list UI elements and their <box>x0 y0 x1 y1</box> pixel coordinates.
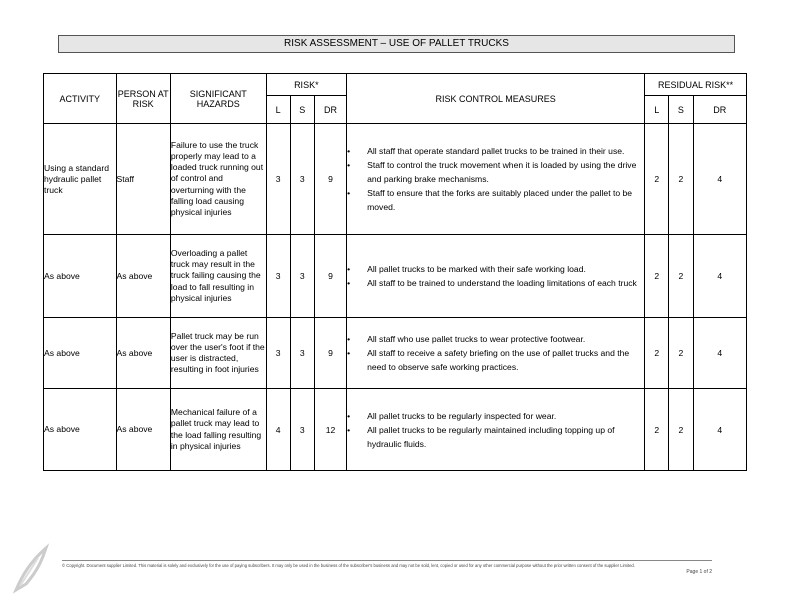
header-risk-dr: DR <box>314 96 346 124</box>
risk-l-cell: 3 <box>266 124 290 235</box>
control-measure: • All pallet trucks to be regularly maintained including topping up of hydraulic fluids. <box>347 423 644 451</box>
control-measures-cell <box>347 124 645 235</box>
residual-dr-cell: 4 <box>693 389 747 471</box>
activity-cell: Using a standard hydraulic pallet truck <box>44 124 117 235</box>
risk-assessment-table <box>43 73 747 471</box>
residual-s-cell: 2 <box>669 318 693 389</box>
residual-l-cell: 2 <box>645 318 669 389</box>
control-measure: • Staff to ensure that the forks are suitably placed under the pallet to be moved. <box>347 186 644 214</box>
risk-s-cell: 3 <box>290 389 314 471</box>
hazard-cell: Mechanical failure of a pallet truck may lead to the load falling resulting in physical injuries <box>170 389 266 471</box>
control-measures-cell <box>347 389 645 471</box>
residual-l-cell: 2 <box>645 124 669 235</box>
risk-s-cell: 3 <box>290 124 314 235</box>
hazard-cell: Failure to use the truck properly may lead to a loaded truck running out of control and overturning with the falling load causing physical injuries <box>170 124 266 235</box>
activity-cell: As above <box>44 318 117 389</box>
person-cell: As above <box>116 235 170 318</box>
person-cell: As above <box>116 389 170 471</box>
header-residual-s: S <box>669 96 693 124</box>
activity-cell: As above <box>44 235 117 318</box>
header-risk-control-measures: RISK CONTROL MEASURES <box>347 74 645 124</box>
footer-copyright: © Copyright. Document supplier Limited. This material is solely and exclusively for the use of paying subscribers. It may only be used in the business of the subscriber's business and may not be sold, lent, copied or used for any other commercial purpose without the prior written consent of the supplier Limited. <box>62 563 635 568</box>
table-row <box>44 318 747 389</box>
residual-s-cell: 2 <box>669 389 693 471</box>
residual-dr-cell: 4 <box>693 235 747 318</box>
risk-l-cell: 4 <box>266 389 290 471</box>
header-activity: ACTIVITY <box>44 74 117 124</box>
activity-cell: As above <box>44 389 117 471</box>
table-row <box>44 235 747 318</box>
header-residual-risk: RESIDUAL RISK** <box>645 74 747 96</box>
control-measure: • Staff to control the truck movement when it is loaded by using the drive and parking brake mechanisms. <box>347 158 644 186</box>
risk-dr-cell: 9 <box>314 235 346 318</box>
control-measure: • All staff that operate standard pallet trucks to be trained in their use. <box>347 144 644 158</box>
table-row <box>44 389 747 471</box>
control-measures-cell <box>347 318 645 389</box>
control-measure: • All staff to receive a safety briefing on the use of pallet trucks and the need to observe safe working practices. <box>347 346 644 374</box>
hazard-cell: Pallet truck may be run over the user's foot if the user is distracted, resulting in foot injuries <box>170 318 266 389</box>
table-row <box>44 124 747 235</box>
header-residual-dr: DR <box>693 96 747 124</box>
risk-s-cell: 3 <box>290 318 314 389</box>
document-title: RISK ASSESSMENT – USE OF PALLET TRUCKS <box>58 35 735 53</box>
residual-l-cell: 2 <box>645 235 669 318</box>
person-cell: As above <box>116 318 170 389</box>
footer-page-number: Page 1 of 2 <box>686 569 712 575</box>
hazard-cell: Overloading a pallet truck may result in the truck failing causing the load to fall resulting in physical injuries <box>170 235 266 318</box>
control-measure: • All staff to be trained to understand the loading limitations of each truck <box>347 276 644 290</box>
residual-s-cell: 2 <box>669 235 693 318</box>
header-risk: RISK* <box>266 74 347 96</box>
risk-dr-cell: 9 <box>314 124 346 235</box>
control-measure: • All pallet trucks to be regularly inspected for wear. <box>347 409 644 423</box>
control-measure: • All pallet trucks to be marked with their safe working load. <box>347 262 644 276</box>
control-measure: • All staff who use pallet trucks to wear protective footwear. <box>347 332 644 346</box>
residual-dr-cell: 4 <box>693 318 747 389</box>
risk-dr-cell: 12 <box>314 389 346 471</box>
residual-dr-cell: 4 <box>693 124 747 235</box>
footer-divider <box>62 560 712 561</box>
header-significant-hazards: SIGNIFICANT HAZARDS <box>170 74 266 124</box>
header-person-at-risk: PERSON AT RISK <box>116 74 170 124</box>
header-residual-l: L <box>645 96 669 124</box>
residual-l-cell: 2 <box>645 389 669 471</box>
person-cell: Staff <box>116 124 170 235</box>
header-risk-l: L <box>266 96 290 124</box>
residual-s-cell: 2 <box>669 124 693 235</box>
control-measures-cell <box>347 235 645 318</box>
publisher-logo-icon <box>8 540 54 596</box>
risk-s-cell: 3 <box>290 235 314 318</box>
header-risk-s: S <box>290 96 314 124</box>
risk-l-cell: 3 <box>266 235 290 318</box>
risk-l-cell: 3 <box>266 318 290 389</box>
risk-dr-cell: 9 <box>314 318 346 389</box>
